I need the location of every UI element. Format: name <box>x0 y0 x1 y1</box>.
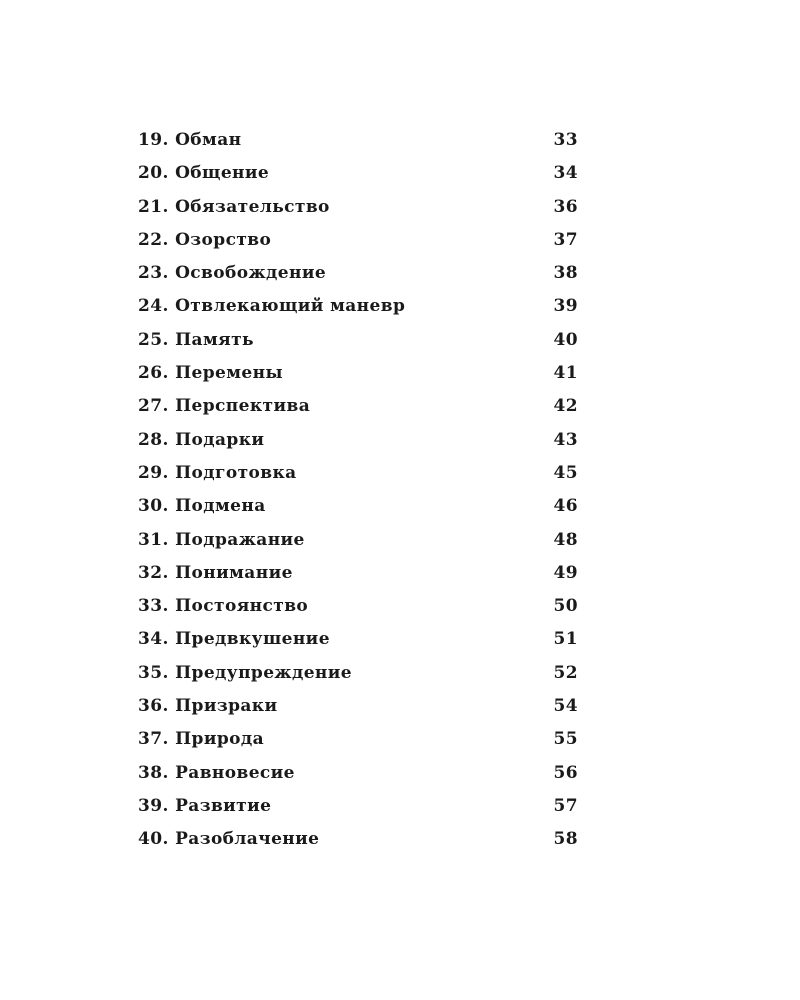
toc-entry[interactable] <box>138 257 578 290</box>
toc-entry[interactable] <box>138 623 578 656</box>
toc-entry-page-number: 57 <box>553 795 578 816</box>
toc-entry-title: 33. Постоянство <box>138 596 309 617</box>
toc-entry-page-number: 39 <box>553 296 578 317</box>
toc-entry-page-number: 56 <box>553 762 578 783</box>
toc-entry-title: 27. Перспектива <box>138 396 311 417</box>
toc-entry-title: 21. Обязательство <box>138 196 330 217</box>
toc-entry[interactable] <box>138 790 578 823</box>
toc-entry-title: 23. Освобождение <box>138 263 327 284</box>
toc-entry-title: 31. Подражание <box>138 529 305 550</box>
toc-entry[interactable] <box>138 723 578 756</box>
toc-entry-page-number: 40 <box>553 329 578 350</box>
toc-entry-page-number: 54 <box>553 696 578 717</box>
toc-entry-page-number: 34 <box>553 163 578 184</box>
toc-entry-page-number: 51 <box>553 629 578 650</box>
toc-entry-page-number: 58 <box>553 829 578 850</box>
toc-entry-title: 39. Развитие <box>138 795 272 816</box>
toc-entry-page-number: 50 <box>553 596 578 617</box>
toc-entry-page-number: 48 <box>553 529 578 550</box>
toc-entry-title: 37. Природа <box>138 729 265 750</box>
toc-entry-page-number: 41 <box>553 363 578 384</box>
toc-entry[interactable] <box>138 757 578 790</box>
toc-entry[interactable] <box>138 157 578 190</box>
toc-entry[interactable] <box>138 490 578 523</box>
toc-entry-title: 35. Предупреждение <box>138 662 352 683</box>
toc-entry-page-number: 46 <box>553 496 578 517</box>
toc-entry-title: 25. Память <box>138 329 254 350</box>
toc-entry-title: 34. Предвкушение <box>138 629 330 650</box>
toc-entry-page-number: 38 <box>553 263 578 284</box>
toc-entry-title: 36. Призраки <box>138 696 278 717</box>
toc-entry[interactable] <box>138 457 578 490</box>
toc-entry-page-number: 33 <box>553 130 578 150</box>
toc-entry[interactable] <box>138 357 578 390</box>
toc-entry[interactable] <box>138 224 578 257</box>
toc-entry[interactable] <box>138 290 578 323</box>
toc-entry-title: 30. Подмена <box>138 496 266 517</box>
toc-entry-page-number: 42 <box>553 396 578 417</box>
toc-entry[interactable] <box>138 324 578 357</box>
table-of-contents <box>138 124 578 857</box>
toc-entry[interactable] <box>138 424 578 457</box>
toc-entry-page-number: 36 <box>553 196 578 217</box>
toc-entry[interactable] <box>138 557 578 590</box>
toc-entry-title: 20. Общение <box>138 163 270 184</box>
toc-entry-title: 40. Разоблачение <box>138 829 320 850</box>
toc-entry[interactable] <box>138 191 578 224</box>
toc-entry[interactable] <box>138 390 578 423</box>
toc-entry-title: 32. Понимание <box>138 562 293 583</box>
toc-entry[interactable] <box>138 657 578 690</box>
toc-entry-page-number: 43 <box>553 429 578 450</box>
toc-entry-title: 19. Обман <box>138 130 242 150</box>
toc-entry[interactable] <box>138 524 578 557</box>
toc-entry-page-number: 45 <box>553 462 578 483</box>
toc-entry[interactable] <box>138 823 578 856</box>
toc-entry-title: 22. Озорство <box>138 229 272 250</box>
toc-entry-page-number: 55 <box>553 729 578 750</box>
toc-entry-page-number: 37 <box>553 229 578 250</box>
toc-entry[interactable] <box>138 124 578 157</box>
toc-entry[interactable] <box>138 690 578 723</box>
toc-entry-title: 29. Подготовка <box>138 462 297 483</box>
toc-entry-title: 24. Отвлекающий маневр <box>138 296 406 317</box>
toc-entry-page-number: 52 <box>553 662 578 683</box>
toc-entry-title: 26. Перемены <box>138 363 283 384</box>
toc-entry-title: 38. Равновесие <box>138 762 295 783</box>
toc-entry-title: 28. Подарки <box>138 429 265 450</box>
toc-entry[interactable] <box>138 590 578 623</box>
toc-entry-page-number: 49 <box>553 562 578 583</box>
